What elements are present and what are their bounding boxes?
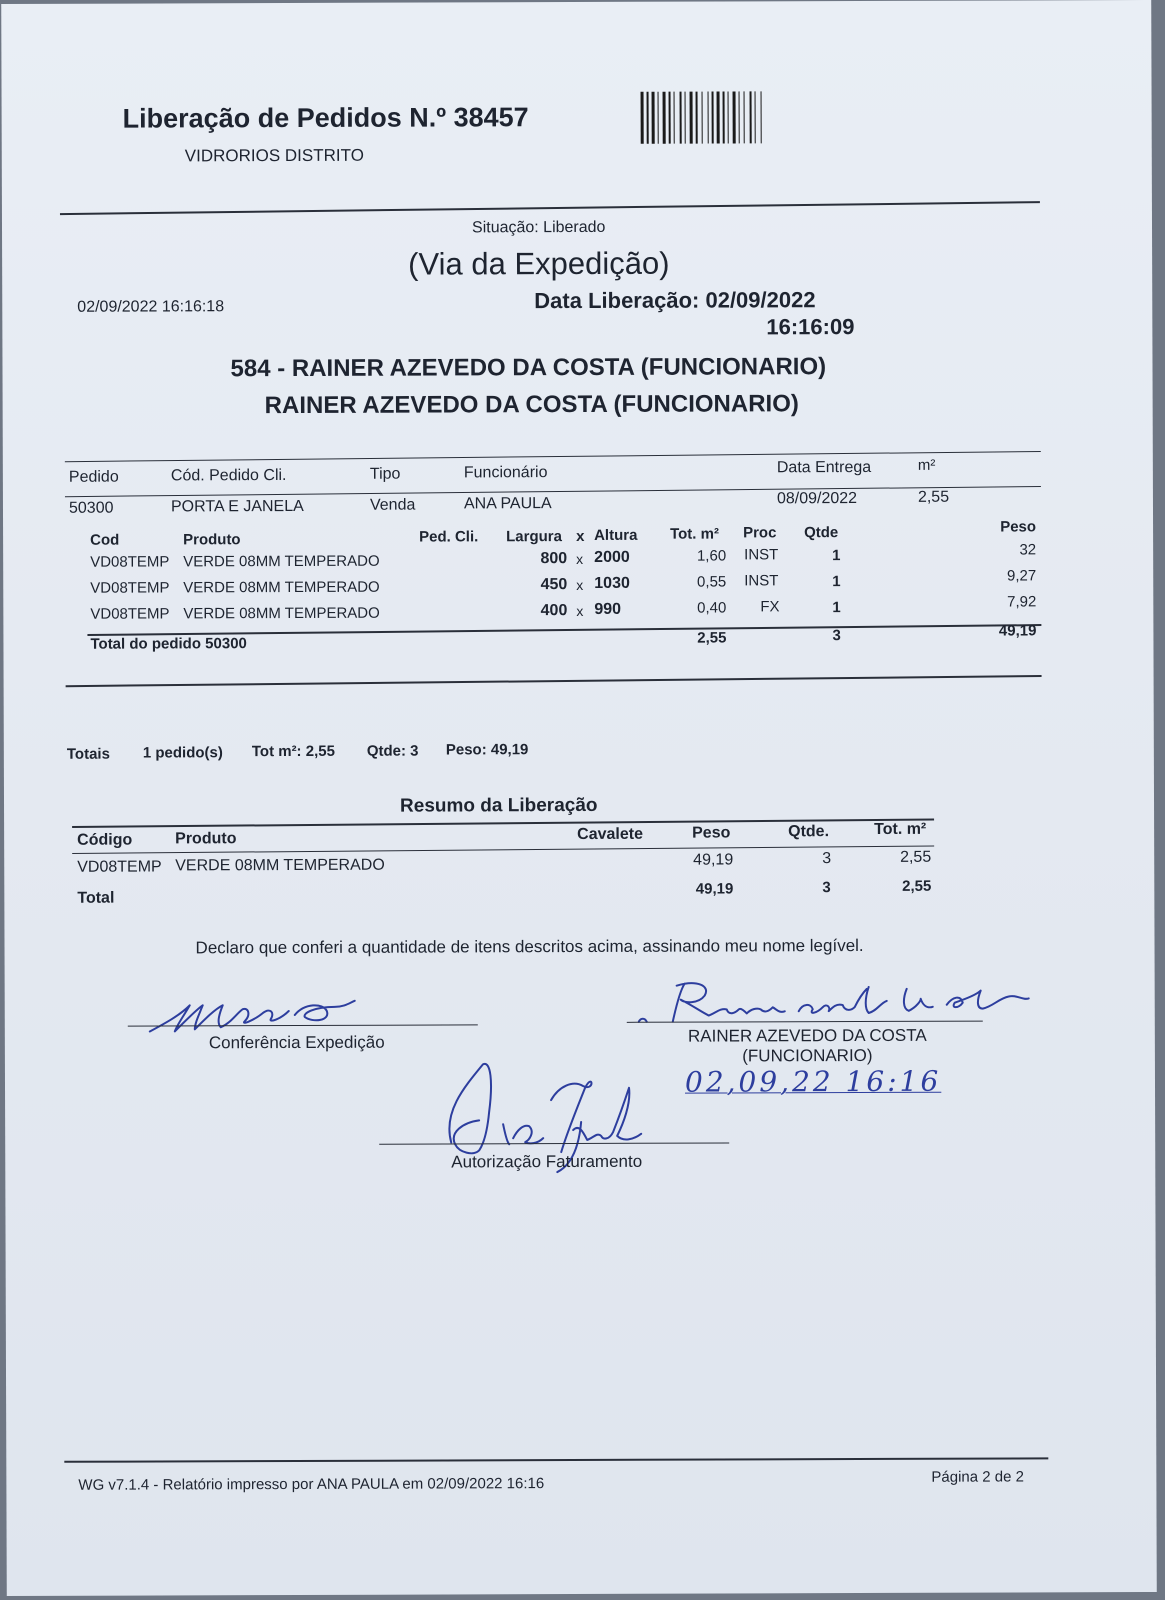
item-altura: 2000 xyxy=(594,548,630,566)
document-title: Liberação de Pedidos N.º 38457 xyxy=(122,102,529,134)
client-name-line-1: RAINER AZEVEDO DA COSTA xyxy=(687,1025,927,1046)
conferencia-signature-icon xyxy=(145,993,375,1039)
totals-pedidos: 1 pedido(s) xyxy=(142,744,223,762)
item-peso: 7,92 xyxy=(1007,593,1037,611)
barcode-bar xyxy=(690,92,693,144)
item-qtde: 1 xyxy=(832,547,841,565)
item-largura: 450 xyxy=(540,576,568,594)
barcode-bar xyxy=(708,92,709,144)
item-x: x xyxy=(576,576,584,594)
release-time: 16:16:09 xyxy=(766,314,855,340)
order-cod-pedido-cli: PORTA E JANELA xyxy=(170,497,304,516)
item-x: x xyxy=(576,550,584,568)
barcode-bar xyxy=(652,92,655,144)
summary-qtde: 3 xyxy=(822,850,832,868)
item-cod: VD08TEMP xyxy=(90,605,170,623)
col-header-cod-pedido-cli: Cód. Pedido Cli. xyxy=(170,467,287,485)
item-tot-m2: 1,60 xyxy=(696,547,727,565)
barcode-bar xyxy=(680,92,682,144)
barcode-bar xyxy=(641,92,644,144)
item-header-produto: Produto xyxy=(183,531,241,549)
client-signature-icon xyxy=(637,976,1047,1027)
item-header-x: x xyxy=(576,527,585,546)
item-proc: FX xyxy=(760,598,780,616)
status-label: Situação: Liberado xyxy=(471,218,606,237)
order-funcionario: ANA PAULA xyxy=(463,495,552,513)
totals-label: Totais xyxy=(66,745,110,763)
footer-printed-by: WG v7.1.4 - Relatório impresso por ANA PAULA em 02/09/2022 16:16 xyxy=(78,1475,545,1494)
item-header-proc: Proc xyxy=(743,524,777,542)
summary-total-peso: 49,19 xyxy=(695,880,734,898)
item-header-altura: Altura xyxy=(594,526,638,544)
barcode-bar xyxy=(696,92,698,144)
col-header-funcionario: Funcionário xyxy=(463,464,548,482)
item-header-largura: Largura xyxy=(506,528,562,546)
summary-codigo: VD08TEMP xyxy=(77,858,162,876)
summary-header-cavalete: Cavalete xyxy=(577,825,643,844)
footer-rule xyxy=(64,1457,1048,1462)
summary-header-tot-m2: Tot. m² xyxy=(874,820,927,838)
order-m2: 2,55 xyxy=(917,488,950,506)
item-qtde: 1 xyxy=(832,599,841,617)
order-data-entrega: 08/09/2022 xyxy=(776,490,858,508)
item-x: x xyxy=(576,602,584,620)
barcode-bar xyxy=(669,92,671,144)
barcode-bar xyxy=(728,91,729,143)
summary-header-produto: Produto xyxy=(175,830,237,848)
item-cod: VD08TEMP xyxy=(90,579,170,597)
handwritten-date: 02,09,22 16:16 xyxy=(684,1064,942,1099)
col-header-pedido: Pedido xyxy=(68,468,119,486)
barcode-bar xyxy=(712,92,714,144)
order-total-m2: 2,55 xyxy=(697,629,727,647)
item-produto: VERDE 08MM TEMPERADO xyxy=(183,578,380,597)
item-proc: INST xyxy=(744,572,779,590)
client-line-1: 584 - RAINER AZEVEDO DA COSTA (FUNCIONARIO) xyxy=(230,353,827,383)
barcode-bar xyxy=(755,91,756,143)
item-tot-m2: 0,40 xyxy=(697,599,727,617)
summary-header-qtde: Qtde. xyxy=(788,823,830,841)
declaration-text: Declaro que conferi a quantidade de itens descritos acima, assinando meu nome legível. xyxy=(195,936,864,958)
barcode-bar xyxy=(647,92,649,144)
item-largura: 400 xyxy=(540,602,568,620)
summary-total-tot-m2: 2,55 xyxy=(902,877,932,895)
item-header-tot-m2: Tot. m² xyxy=(670,525,719,543)
barcode-bar xyxy=(744,91,745,143)
item-cod: VD08TEMP xyxy=(90,553,170,571)
item-altura: 990 xyxy=(594,600,622,618)
summary-header-peso: Peso xyxy=(692,824,731,842)
order-total-qtde: 3 xyxy=(832,627,841,645)
client-line-2: RAINER AZEVEDO DA COSTA (FUNCIONARIO) xyxy=(264,390,799,420)
item-tot-m2: 0,55 xyxy=(697,573,727,591)
document-page xyxy=(1,0,1157,1596)
barcode-bar xyxy=(663,92,666,144)
totals-qtde: Qtde: 3 xyxy=(366,742,419,760)
barcode-bar xyxy=(761,91,762,143)
item-peso: 32 xyxy=(1019,541,1037,559)
item-peso: 9,27 xyxy=(1006,567,1037,585)
company-name: VIDRORIOS DISTRITO xyxy=(184,145,364,166)
copy-type: (Via da Expedição) xyxy=(408,245,670,282)
barcode-bar xyxy=(723,91,725,143)
barcode-bar xyxy=(658,92,659,144)
summary-peso: 49,19 xyxy=(693,851,734,869)
col-header-tipo: Tipo xyxy=(369,465,401,483)
summary-total-label: Total xyxy=(77,889,115,907)
totals-m2: Tot m²: 2,55 xyxy=(251,742,335,761)
item-header-cod: Cod xyxy=(90,531,120,549)
item-altura: 1030 xyxy=(594,574,630,592)
order-table-top-rule xyxy=(65,451,1041,462)
barcode-icon xyxy=(641,91,813,144)
barcode-bar xyxy=(750,91,752,143)
print-datetime: 02/09/2022 16:16:18 xyxy=(77,298,225,316)
item-qtde: 1 xyxy=(832,573,841,591)
order-total-label: Total do pedido 50300 xyxy=(90,635,247,653)
item-header-ped-cli: Ped. Cli. xyxy=(419,528,479,546)
item-header-qtde: Qtde xyxy=(804,524,839,542)
item-proc: INST xyxy=(744,546,779,564)
release-date-label: Data Liberação: 02/09/2022 xyxy=(534,287,816,314)
summary-title: Resumo da Liberação xyxy=(399,794,598,817)
item-produto: VERDE 08MM TEMPERADO xyxy=(183,604,380,623)
order-tipo: Venda xyxy=(369,496,416,514)
barcode-bar xyxy=(717,92,720,144)
totals-peso: Peso: 49,19 xyxy=(445,741,529,759)
summary-total-qtde: 3 xyxy=(822,879,831,897)
conferencia-label: Conferência Expedição xyxy=(208,1032,385,1053)
autorizacao-label: Autorização Faturamento xyxy=(451,1151,643,1172)
order-total-peso: 49,19 xyxy=(998,622,1037,640)
order-header-rule xyxy=(65,486,1041,497)
footer-page-number: Página 2 de 2 xyxy=(931,1468,1024,1486)
col-header-data-entrega: Data Entrega xyxy=(776,458,872,477)
barcode-bar xyxy=(702,92,703,144)
barcode-bar xyxy=(685,92,686,144)
barcode-bar xyxy=(733,91,736,143)
col-header-m2: m² xyxy=(917,456,936,474)
barcode-bar xyxy=(739,91,740,143)
summary-tot-m2: 2,55 xyxy=(900,848,932,866)
item-header-peso: Peso xyxy=(1000,518,1037,536)
summary-produto: VERDE 08MM TEMPERADO xyxy=(175,856,385,875)
order-pedido: 50300 xyxy=(68,499,114,517)
header-divider xyxy=(60,201,1040,215)
item-largura: 800 xyxy=(540,550,568,568)
order-table-bottom-rule xyxy=(66,675,1042,687)
barcode-bar xyxy=(674,92,675,144)
item-produto: VERDE 08MM TEMPERADO xyxy=(183,552,380,571)
summary-header-codigo: Código xyxy=(77,831,133,849)
client-name-line-2: (FUNCIONARIO) xyxy=(742,1045,873,1066)
